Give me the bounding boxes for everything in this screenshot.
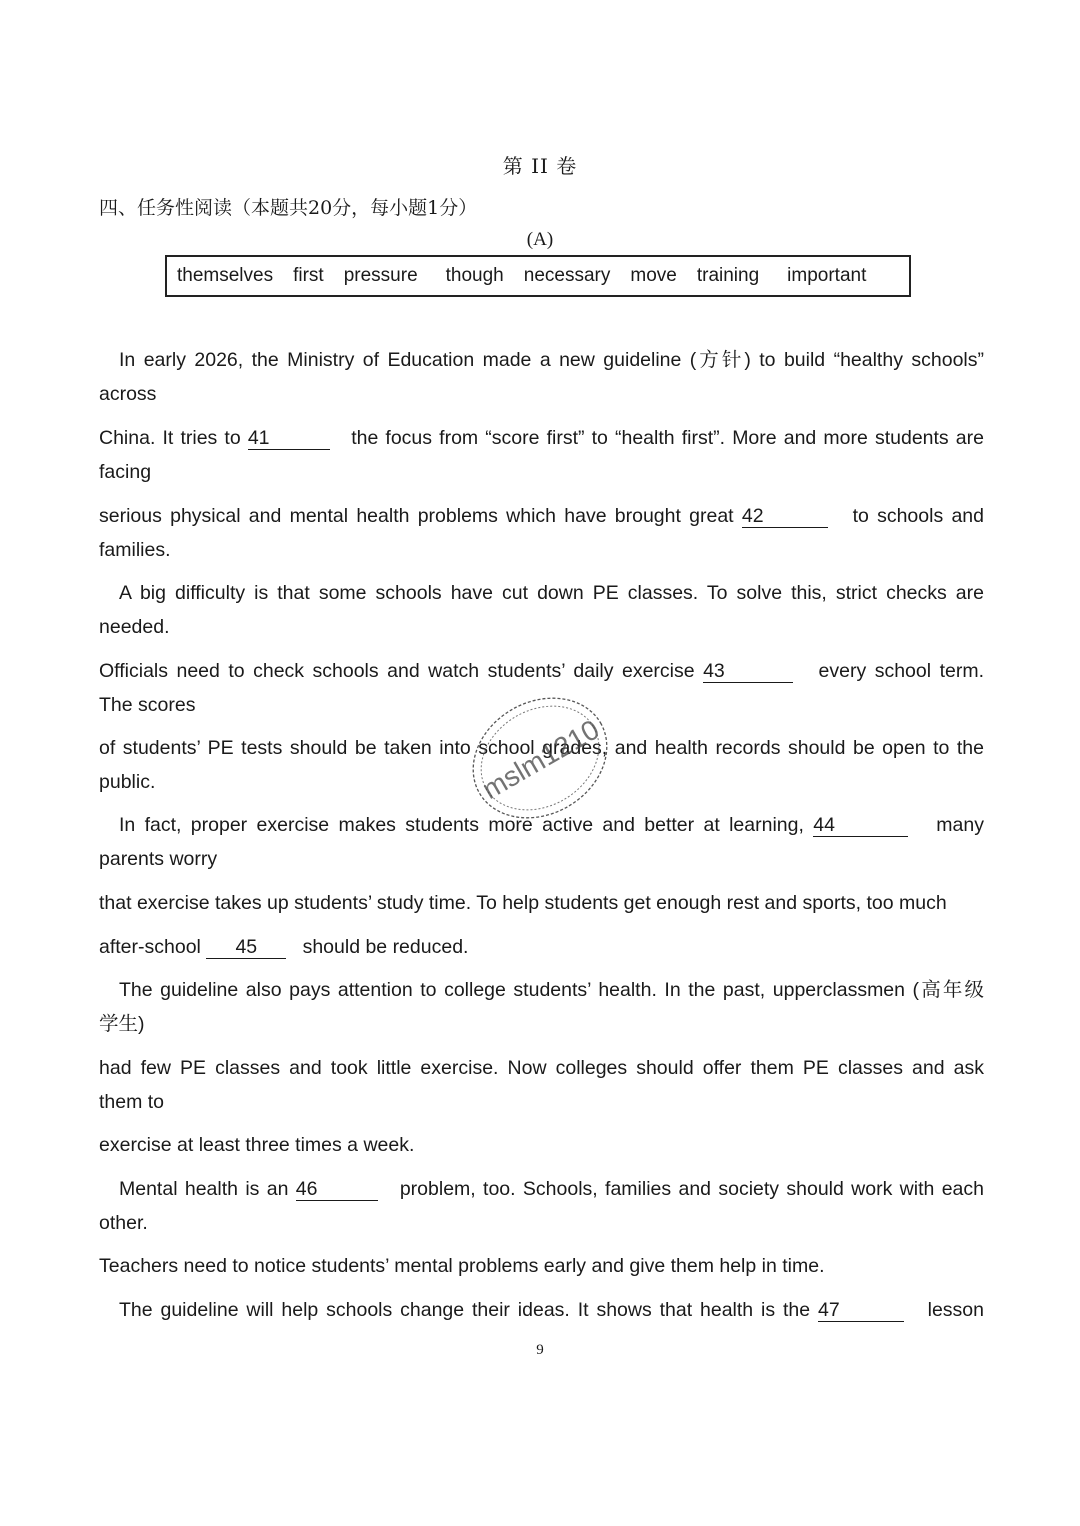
passage-line: parents worry bbox=[99, 848, 218, 870]
passage-line: China. It tries to 41 the focus from “score first” to “health first”. More and more students are bbox=[99, 427, 984, 449]
passage-line: them to bbox=[99, 1091, 165, 1113]
passage-line: The scores bbox=[99, 694, 196, 716]
passage-line: serious physical and mental health problems which have brought great 42 to schools and bbox=[99, 505, 984, 527]
volume-title: 第 II 卷 bbox=[502, 154, 578, 178]
answer-blank-45[interactable]: 45 bbox=[206, 936, 286, 959]
answer-blank-46[interactable]: 46 bbox=[296, 1178, 378, 1201]
passage-line: Teachers need to notice students’ mental problems early and give them help in time. bbox=[99, 1255, 825, 1277]
answer-blank-43[interactable]: 43 bbox=[703, 660, 793, 683]
watermark-text: mslm1210 bbox=[477, 713, 605, 806]
answer-blank-42[interactable]: 42 bbox=[742, 505, 828, 528]
word-bank bbox=[165, 255, 911, 297]
word-bank-item: themselves bbox=[177, 265, 274, 286]
passage-line: facing bbox=[99, 461, 152, 483]
passage-line: had few PE classes and took little exercise. Now colleges should offer them PE classes and ask bbox=[99, 1057, 984, 1079]
passage-line: The guideline will help schools change their ideas. It shows that health is the 47 lesson bbox=[119, 1299, 984, 1321]
answer-blank-44[interactable]: 44 bbox=[813, 814, 908, 837]
passage-line: families. bbox=[99, 539, 171, 561]
passage-line: In early 2026, the Ministry of Education made a new guideline (方针) to build “healthy schools” bbox=[119, 349, 984, 371]
passage-line: Officials need to check schools and watch students’ daily exercise 43 every school term. bbox=[99, 660, 984, 682]
section-heading: 四、任务性阅读（本题共20分，每小题1分） bbox=[99, 197, 478, 219]
passage-line: that exercise takes up students’ study time. To help students get enough rest and sports, too much bbox=[99, 892, 947, 914]
passage-line: of students’ PE tests should be taken into school grades, and health records should be open to the bbox=[99, 737, 984, 759]
page-number: 9 bbox=[536, 1342, 544, 1358]
passage-label: (A) bbox=[526, 229, 554, 250]
passage-line: A big difficulty is that some schools have cut down PE classes. To solve this, strict checks are bbox=[119, 582, 984, 604]
passage-line: public. bbox=[99, 771, 156, 793]
passage-line: 学生) bbox=[99, 1013, 145, 1035]
word-bank-item: training bbox=[696, 265, 760, 286]
passage-line: after-school 45 should be reduced. bbox=[99, 936, 469, 958]
passage-line: other. bbox=[99, 1212, 148, 1234]
passage-line: Mental health is an 46 problem, too. Schools, families and society should work with each bbox=[119, 1178, 984, 1200]
passage-line: In fact, proper exercise makes students more active and better at learning, 44 many bbox=[119, 814, 984, 836]
word-bank-item: move bbox=[630, 265, 677, 286]
passage-line: exercise at least three times a week. bbox=[99, 1134, 415, 1156]
answer-blank-47[interactable]: 47 bbox=[818, 1299, 904, 1322]
word-bank-item: important bbox=[787, 265, 867, 286]
word-bank-item: first bbox=[293, 265, 324, 286]
word-bank-item: though bbox=[445, 265, 504, 286]
answer-blank-41[interactable]: 41 bbox=[248, 427, 330, 450]
word-bank-item: necessary bbox=[523, 265, 611, 286]
passage-line: needed. bbox=[99, 616, 170, 638]
passage-line: The guideline also pays attention to college students’ health. In the past, upperclassmen (高年级 bbox=[119, 979, 984, 1001]
word-bank-item: pressure bbox=[343, 265, 418, 286]
passage-line: across bbox=[99, 383, 157, 405]
